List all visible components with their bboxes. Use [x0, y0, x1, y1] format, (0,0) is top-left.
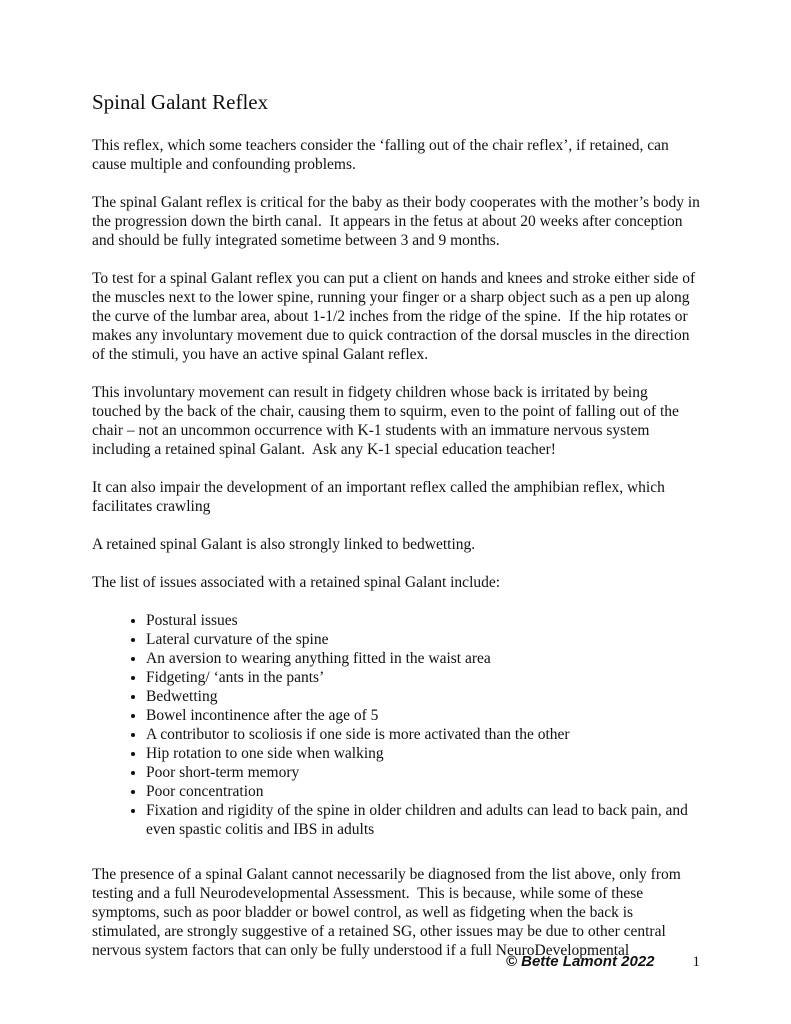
- list-item: • A contributor to scoliosis if one side is more activated than the other: [146, 725, 700, 744]
- page-number: 1: [692, 954, 700, 970]
- document-content: [92, 90, 704, 979]
- paragraph: This reflex, which some teachers consider the ‘falling out of the chair reflex’, if retained, can cause multiple and confounding problems.: [92, 137, 673, 174]
- list-item: • Poor short-term memory: [146, 763, 700, 782]
- list-item: • Hip rotation to one side when walking: [146, 744, 700, 763]
- list-item: • Postural issues: [146, 611, 700, 630]
- list-item: • Poor concentration: [146, 782, 700, 801]
- list-intro-paragraph: The list of issues associated with a retained spinal Galant include:: [92, 574, 501, 592]
- page-footer: [92, 953, 700, 971]
- paragraph: The spinal Galant reflex is critical for the baby as their body cooperates with the mother’s body in the progression down the birth canal. It appears in the fetus at about 20 weeks after conception and should be fully integrated sometime between 3 and 9 months.: [92, 194, 704, 250]
- copyright-text: © Bette Lamont 2022: [505, 953, 655, 970]
- list-item: • Bedwetting: [146, 687, 700, 706]
- list-item: • Fidgeting/ ‘ants in the pants’: [146, 668, 700, 687]
- closing-paragraph: The presence of a spinal Galant cannot necessarily be diagnosed from the list above, only from testing and a full Neurodevelopmental Assessment. This is because, while some of these symptoms, such as poor bladder or bowel control, as well as fidgeting when the back is stimulated, are strongly suggestive of a retained SG, other issues may be due to other central nervous system factors that can only be fully understood if a full NeuroDevelopmental: [92, 866, 685, 960]
- paragraph: This involuntary movement can result in fidgety children whose back is irritated by being touched by the back of the chair, causing them to squirm, even to the point of falling out of the chair – not an uncommon occurrence with K-1 students with an immature nervous system including a retained spinal Galant. Ask any K-1 special education teacher!: [92, 384, 683, 459]
- paragraph: A retained spinal Galant is also strongly linked to bedwetting.: [92, 536, 476, 554]
- issue-bullet-list: [92, 611, 700, 839]
- list-item: • Lateral curvature of the spine: [146, 630, 700, 649]
- list-item: • Fixation and rigidity of the spine in older children and adults can lead to back pain, and even spastic colitis and IBS in adults: [146, 801, 700, 839]
- list-item: • Bowel incontinence after the age of 5: [146, 706, 700, 725]
- paragraph: It can also impair the development of an important reflex called the amphibian reflex, which facilitates crawling: [92, 479, 669, 516]
- paragraph: To test for a spinal Galant reflex you can put a client on hands and knees and stroke either side of the muscles next to the lower spine, running your finger or a sharp object such as a pen up along the curve of the lumbar area, about 1-1/2 inches from the ridge of the spine. If the hip rotates or makes any involuntary movement due to quick contraction of the dorsal muscles in the direction of the stimuli, you have an active spinal Galant reflex.: [92, 270, 700, 364]
- list-item: • An aversion to wearing anything fitted in the waist area: [146, 649, 700, 668]
- page-title: Spinal Galant Reflex: [92, 90, 269, 114]
